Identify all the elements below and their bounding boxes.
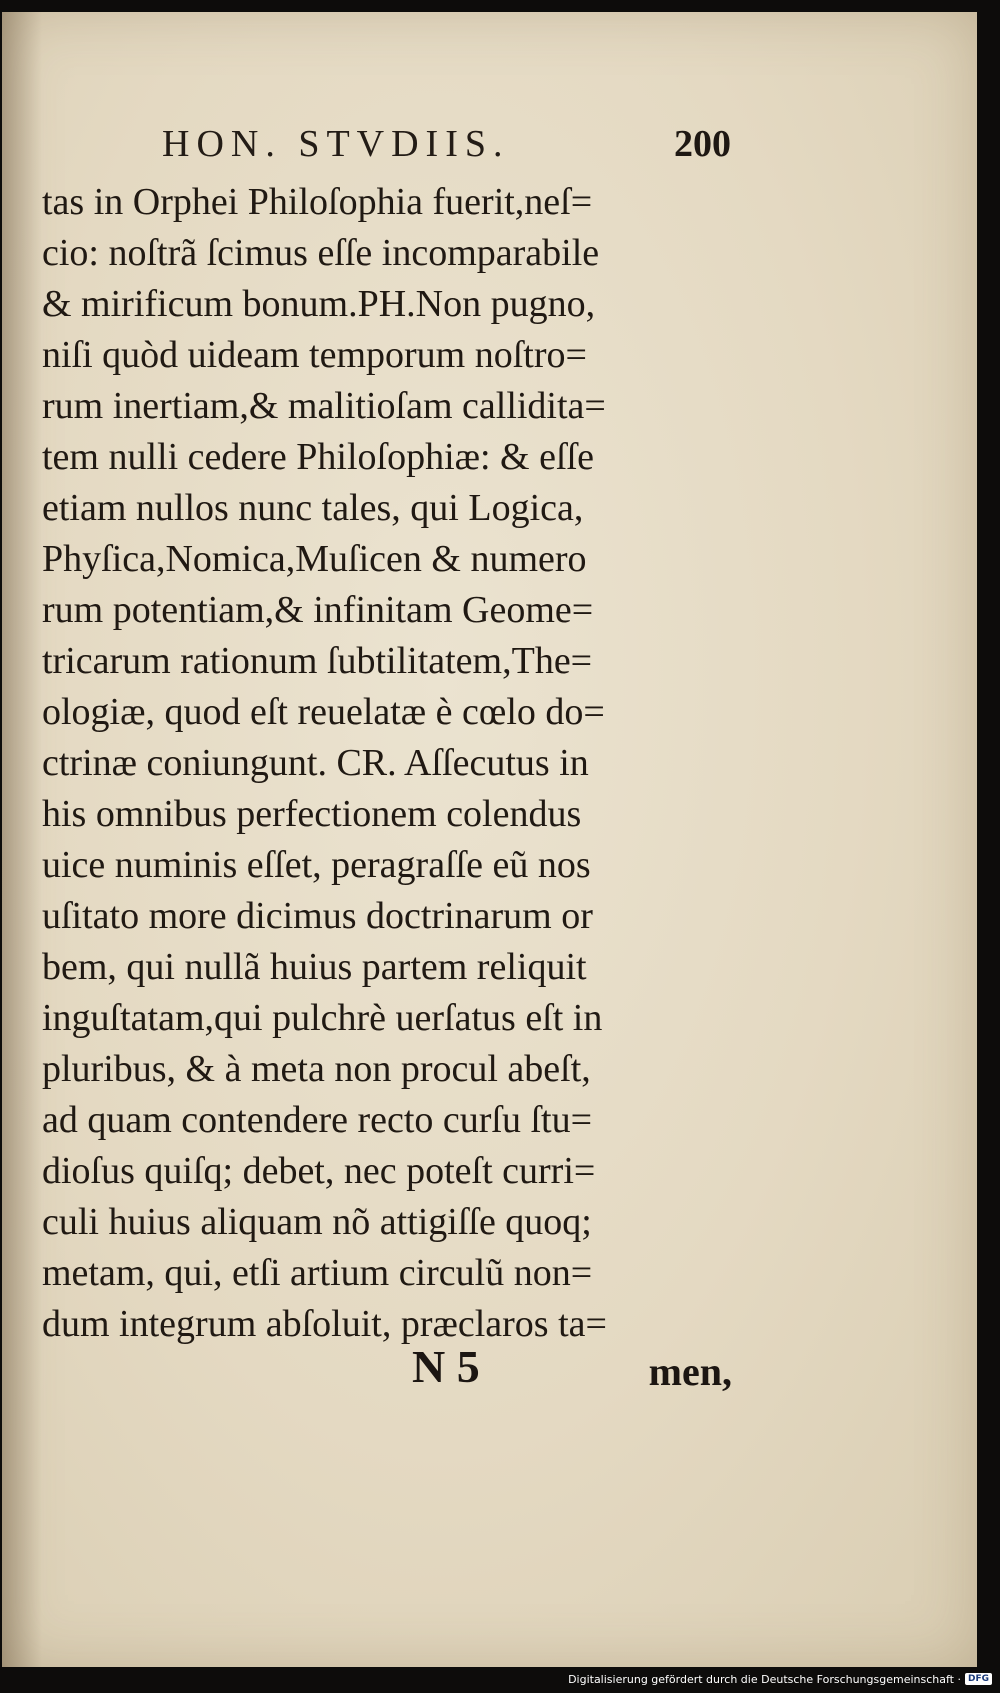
text-line: tem nulli cedere Philoſophiæ: & eſſe	[42, 436, 594, 478]
text-line: tricarum rationum ſubtilitatem,The=	[42, 640, 593, 682]
text-line: cio: noſtrã ſcimus eſſe incomparabile	[42, 232, 600, 274]
text-line: ologiæ, quod eſt reuelatæ è cœlo do=	[42, 691, 605, 733]
text-line: Phyſica,Nomica,Muſicen & numero	[42, 538, 587, 580]
dfg-logo-icon: DFG	[965, 1673, 992, 1685]
credit-text: Digitalisierung gefördert durch die Deutsche Forschungsgemeinschaft ·	[568, 1672, 961, 1686]
text-line: ad quam contendere recto curſu ſtu=	[42, 1099, 593, 1141]
running-head: HON. STVDIIS.	[162, 123, 510, 165]
catchword: men,	[648, 1349, 732, 1394]
text-line: his omnibus perfectionem colendus	[42, 793, 582, 835]
text-line: metam, qui, etſi artium circulũ non=	[42, 1252, 593, 1294]
text-line: bem, qui nullã huius partem reliquit	[42, 946, 587, 988]
text-line: uice numinis eſſet, peragraſſe eũ nos	[42, 844, 591, 886]
text-line: dioſus quiſq; debet, nec poteſt curri=	[42, 1150, 596, 1192]
text-line: etiam nullos nunc tales, qui Logica,	[42, 487, 584, 529]
text-line: rum potentiam,& infinitam Geome=	[42, 589, 594, 631]
text-line: ctrinæ coniungunt. CR. Aſſecutus in	[42, 742, 589, 784]
text-line: culi huius aliquam nõ attigiſſe quoq;	[42, 1201, 592, 1243]
catchword-row	[42, 1340, 762, 1400]
text-line: pluribus, & à meta non procul abeſt,	[42, 1048, 591, 1090]
book-page	[2, 12, 977, 1667]
text-line: rum inertiam,& malitioſam callidita=	[42, 385, 606, 427]
body-text	[42, 177, 762, 1350]
text-line: tas in Orphei Philoſophia fuerit,neſ=	[42, 181, 593, 223]
text-line: niſi quòd uideam temporum noſtro=	[42, 334, 587, 376]
page-number: 200	[674, 123, 731, 165]
text-line: dum integrum abſoluit, præclaros ta=	[42, 1303, 607, 1345]
digitization-credit	[568, 1669, 992, 1689]
text-line: uſitato more dicimus doctrinarum or	[42, 895, 593, 937]
text-line: & mirificum bonum.PH.Non pugno,	[42, 283, 596, 325]
text-line: inguſtatam,qui pulchrè uerſatus eſt in	[42, 997, 603, 1039]
signature-mark: N 5	[412, 1341, 480, 1392]
